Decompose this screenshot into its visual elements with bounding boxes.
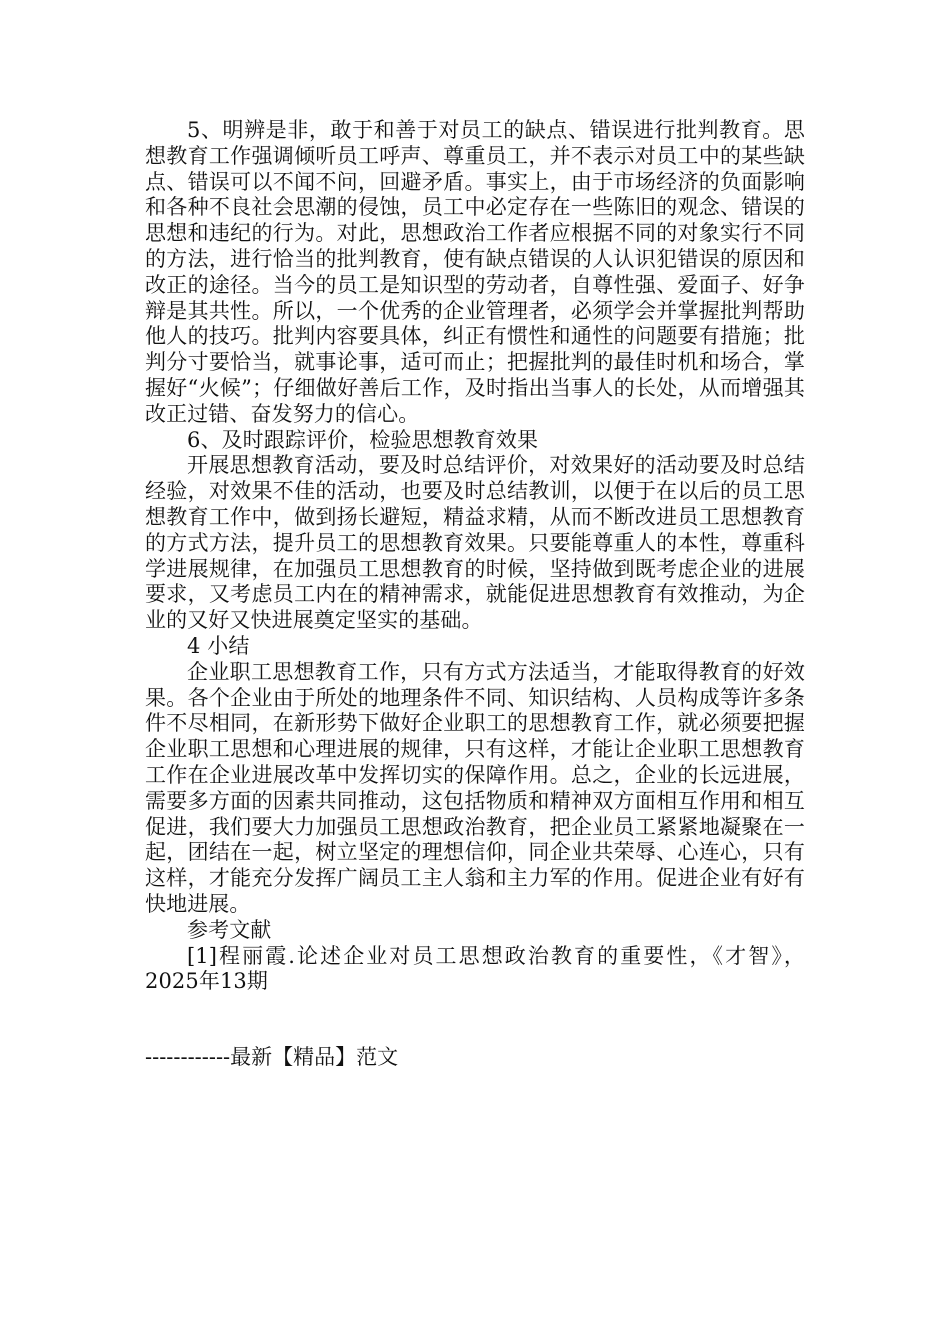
document-body: [145, 118, 805, 995]
reference-item: [1]程丽霞.论述企业对员工思想政治教育的重要性，《才智》，2025年13期: [145, 943, 805, 994]
heading-summary: 4 小结: [187, 633, 250, 658]
paragraph-evaluation: 开展思想教育活动，要及时总结评价，对效果好的活动要及时总结经验，对效果不佳的活动，也要及时总结教训，以便于在以后的员工思想教育工作中，做到扬长避短，精益求精，从而不断改进员工思想教育的方式方法，提升员工的思想教育效果。只要能尊重人的本性，尊重科学进展规律，在加强员工思想教育的时候，坚持做到既考虑企业的进展要求，又考虑员工内在的精神需求，就能促进思想教育有效推动，为企业的又好又快进展奠定坚实的基础。: [145, 453, 805, 633]
paragraph-criticism-education: 5、明辨是非，敢于和善于对员工的缺点、错误进行批判教育。思想教育工作强调倾听员工呼声、尊重员工，并不表示对员工中的某些缺点、错误可以不闻不问，回避矛盾。事实上，由于市场经济的负面影响和各种不良社会思潮的侵蚀，员工中必定存在一些陈旧的观念、错误的思想和违纪的行为。对此，思想政治工作者应根据不同的对象实行不同的方法，进行恰当的批判教育，使有缺点错误的人认识犯错误的原因和改正的途径。当今的员工是知识型的劳动者，自尊性强、爱面子、好争辩是其共性。所以，一个优秀的企业管理者，必须学会并掌握批判帮助他人的技巧。批判内容要具体，纠正有惯性和通性的问题要有措施；批判分寸要恰当，就事论事，适可而止；把握批判的最佳时机和场合，掌握好“火候”；仔细做好善后工作，及时指出当事人的长处，从而增强其改正过错、奋发努力的信心。: [145, 118, 805, 426]
footer-text: ------------最新【精品】范文: [145, 1045, 399, 1069]
paragraph-summary: 企业职工思想教育工作，只有方式方法适当，才能取得教育的好效果。各个企业由于所处的地理条件不同、知识结构、人员构成等许多条件不尽相同，在新形势下做好企业职工的思想教育工作，就必须要把握企业职工思想和心理进展的规律，只有这样，才能让企业职工思想教育工作在企业进展改革中发挥切实的保障作用。总之，企业的长远进展，需要多方面的因素共同推动，这包括物质和精神双方面相互作用和相互促进，我们要大力加强员工思想政治教育，把企业员工紧紧地凝聚在一起，团结在一起，树立坚定的理想信仰，同企业共荣辱、心连心，只有这样，才能充分发挥广阔员工主人翁和主力军的作用。促进企业有好有快地进展。: [145, 659, 805, 916]
heading-follow-up-evaluation: 6、及时跟踪评价，检验思想教育效果: [187, 427, 539, 452]
heading-references: 参考文献: [187, 917, 272, 942]
